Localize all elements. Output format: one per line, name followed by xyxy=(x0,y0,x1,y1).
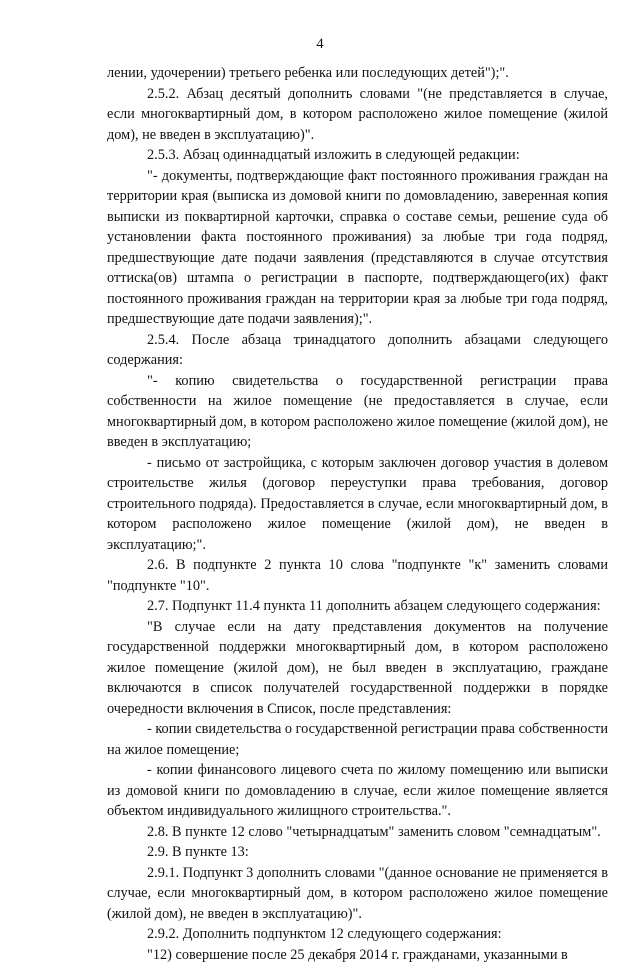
paragraph: "- документы, подтверждающие факт постоянного проживания граждан на территории края (выписка из домовой книги по домовладению, заверенная копия выписки из поквартирной карточки, справка о составе семьи, решение суда об установлении факта постоянного проживания) за любые три года подряд, предшествующие дате подачи заявления (представляются в случае отсутствия оттиска(ов) штампа о регистрации в паспорте, подтверждающего(их) факт постоянного проживания граждан на территории края за любые три года подряд, предшествующие дате подачи заявления);". xyxy=(107,166,608,330)
paragraph: "12) совершение после 25 декабря 2014 г. гражданами, указанными в xyxy=(107,945,608,965)
paragraph: 2.9. В пункте 13: xyxy=(107,842,608,863)
paragraph: - копии финансового лицевого счета по жилому помещению или выписки из домовой книги по домовладению в случае, если жилое помещение является объектом индивидуального жилищного строительства.". xyxy=(107,760,608,822)
paragraph: 2.6. В подпункте 2 пункта 10 слова "подпункте "к" заменить словами "подпункте "10". xyxy=(107,555,608,596)
document-body xyxy=(107,63,608,965)
paragraph: - письмо от застройщика, с которым заключен договор участия в долевом строительстве жилья (договор переуступки права требования, договор строительного подряда). Предоставляется в случае, если многоквартирный дом, в котором расположено жилое помещение (жилой дом), не введен в эксплуатацию;". xyxy=(107,453,608,556)
page-number: 4 xyxy=(0,36,640,53)
paragraph: 2.5.3. Абзац одиннадцатый изложить в следующей редакции: xyxy=(107,145,608,166)
paragraph: 2.7. Подпункт 11.4 пункта 11 дополнить абзацем следующего содержания: xyxy=(107,596,608,617)
paragraph: 2.9.1. Подпункт 3 дополнить словами "(данное основание не применяется в случае, если многоквартирный дом, в котором расположено жилое помещение (жилой дом), не введен в эксплуатацию)". xyxy=(107,863,608,925)
paragraph: 2.9.2. Дополнить подпунктом 12 следующего содержания: xyxy=(107,924,608,945)
paragraph: 2.8. В пункте 12 слово "четырнадцатым" заменить словом "семнадцатым". xyxy=(107,822,608,843)
paragraph: лении, удочерении) третьего ребенка или последующих детей");". xyxy=(107,63,608,84)
paragraph: "- копию свидетельства о государственной регистрации права собственности на жилое помещение (не предоставляется в случае, если многоквартирный дом, в котором расположено жилое помещение (жилой дом), не введен в эксплуатацию; xyxy=(107,371,608,453)
paragraph: 2.5.4. После абзаца тринадцатого дополнить абзацами следующего содержания: xyxy=(107,330,608,371)
paragraph: - копии свидетельства о государственной регистрации права собственности на жилое помещение; xyxy=(107,719,608,760)
paragraph: "В случае если на дату представления документов на получение государственной поддержки многоквартирный дом, в котором расположено жилое помещение (жилой дом), не был введен в эксплуатацию, граждане включаются в список получателей государственной поддержки в порядке очередности включения в Список, после представления: xyxy=(107,617,608,720)
paragraph: 2.5.2. Абзац десятый дополнить словами "(не представляется в случае, если многоквартирный дом, в котором расположено жилое помещение (жилой дом), не введен в эксплуатацию)". xyxy=(107,84,608,146)
